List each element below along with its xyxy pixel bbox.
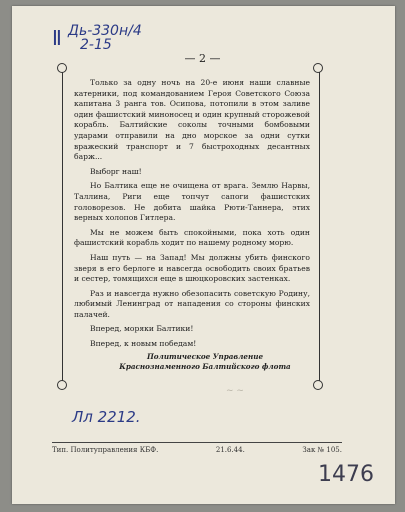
archive-code-handwritten bbox=[68, 24, 142, 52]
page-number: — 2 — bbox=[184, 52, 221, 65]
print-footer bbox=[52, 442, 342, 454]
leaflet-body bbox=[74, 78, 310, 354]
paragraph: Только за одну ночь на 20-е июня наши славные катерники, под командованием Героя Советского Союза капитана 3 ранга тов. Осипова, потопили в этом заливе один фашистский миноносец и один крупный сторожевой корабль. Балтийские соколы точными бомбовыми ударами отправили на дно морское за одни сутки вражеский транспорт и 7 быстроходных десантных барж... bbox=[74, 78, 310, 162]
paragraph: Вперед, моряки Балтики! bbox=[90, 324, 194, 334]
corner-sheet-number: 1476 bbox=[318, 462, 374, 487]
archive-code-line1: Дь-330н/4 bbox=[68, 23, 142, 39]
frame-ring-icon bbox=[313, 63, 323, 73]
faded-stamp-mark: ~ ~ bbox=[226, 386, 244, 396]
frame-ring-icon bbox=[313, 380, 323, 390]
frame-ring-icon bbox=[57, 63, 67, 73]
roman-numeral-mark: Ⅱ bbox=[52, 26, 62, 50]
paragraph: Раз и навсегда нужно обезопасить советскую Родину, любимый Ленинград от нападения со стороны финских палачей. bbox=[74, 288, 310, 319]
archive-code-line2: 2-15 bbox=[80, 37, 112, 53]
paragraph: Выборг наш! bbox=[90, 166, 142, 176]
paragraph: Мы не можем быть спокойными, пока хоть один фашистский корабль ходит по нашему родному морю. bbox=[74, 227, 310, 248]
inventory-mark: Лл 2212. bbox=[72, 408, 141, 426]
printer-info: Тип. Политуправления КБФ. bbox=[52, 446, 159, 454]
paragraph: Наш путь — на Запад! Мы должны убить финского зверя в его берлоге и навсегда освободить своих братьев и сестер, томящихся еще в шюцкоровских застенках. bbox=[74, 252, 310, 284]
frame-ring-icon bbox=[57, 380, 67, 390]
signature-block bbox=[110, 352, 300, 372]
paragraph: Вперед, к новым победам! bbox=[90, 339, 197, 349]
signature-line1: Политическое Управление bbox=[146, 352, 264, 361]
print-date: 21.6.44. bbox=[215, 446, 245, 454]
paragraph: Но Балтика еще не очищена от врага. Землю Нарвы, Таллина, Риги еще топчут сапоги фашистских головорезов. Не добита шайка Рюти-Таннера, этих верных холопов Гитлера. bbox=[74, 181, 310, 223]
signature-line2: Краснознаменного Балтийского флота bbox=[119, 362, 291, 371]
order-number: Зак № 105. bbox=[302, 446, 342, 454]
